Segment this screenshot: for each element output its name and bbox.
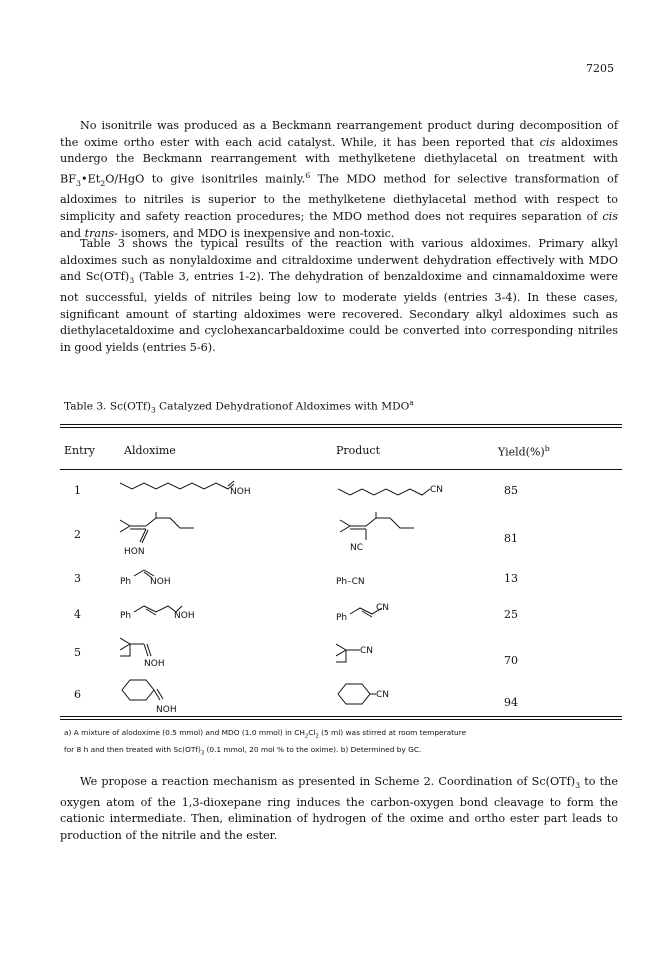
header-product: Product — [336, 444, 380, 457]
nc-label: NC — [350, 543, 364, 553]
page-number: 7205 — [586, 62, 614, 75]
benzonitrile-structure — [336, 566, 416, 590]
yield-value: 81 — [504, 532, 518, 545]
entry-number: 2 — [74, 528, 81, 541]
paragraph-3: We propose a reaction mechanism as presented in Scheme 2. Coordination of $Sc(OTf)_3$ to the oxygen atom of the 1,3-dioxepane ring induces the carbon-oxygen bond cleavage to form the cationic intermediate. Then, elimination of hydrogen of the oxime and ortho ester part leads to production of the nitrile and the ester. — [60, 775, 619, 843]
noh-label: NOH — [174, 611, 195, 621]
citraldoxime-structure — [110, 510, 210, 560]
cn-label: CN — [430, 485, 444, 495]
cn-label: CN — [360, 646, 374, 656]
entry-number: 6 — [74, 688, 81, 701]
cinnamonitrile-structure — [336, 600, 436, 624]
table-caption: Table 3. $Sc(OTf)_3$ Catalyzed Dehydrationof Aldoximes with MDO$^a$ — [64, 398, 414, 415]
noh-label: NOH — [150, 577, 171, 587]
ph-label: Ph — [120, 577, 132, 587]
entry-number: 1 — [74, 484, 81, 497]
header-entry: Entry — [64, 444, 96, 457]
paragraph-2: Table 3 shows the typical results of the reaction with various aldoximes. Primary alkyl aldoximes such as nonylaldoxime and citraldoxime underwent dehydration effectively with MDO and $Sc(OTf)_3$ (Table 3, entries 1-2). The dehydration of benzaldoxime and cinnamaldoxime were not successful, yields of nitriles being low to moderate yields (entries 3-4). In these cases, significant amount of starting aldoximes were recovered. Secondary alkyl aldoximes such as diethylacetaldoxime and cyclohexancarbaldoxime could be converted into corresponding nitriles in good yields (entries 5-6). — [60, 237, 618, 354]
yield-value: 70 — [504, 654, 518, 667]
yield-value: 25 — [504, 608, 518, 621]
cyclohexanecarbonitrile-structure — [336, 682, 416, 710]
ph-label: Ph — [336, 613, 348, 623]
header-yield: Yield(%)$^b$ — [498, 444, 550, 459]
diethylacetonitrile-structure — [336, 640, 416, 668]
ph-label: Ph — [120, 611, 132, 621]
entry-number: 3 — [74, 572, 81, 585]
table-footnote: a) A mixture of alodoxime (0.5 mmol) and MDO (1.0 mmol) in $CH_2Cl_2$ (5 ml) was stirred at room temperature for 8 h and then treated with $Sc(OTf)_3$ (0.1 mmol, 20 mol % to the oxime). b) Determined by GC. — [64, 728, 467, 757]
cinnamaldoxime-structure — [120, 600, 220, 624]
header-aldoxime: Aldoxime — [124, 444, 176, 457]
noh-label: NOH — [230, 487, 251, 497]
nonylaldoxime-structure — [120, 475, 260, 503]
paragraph-1: No isonitrile was produced as a Beckmann rearrangement product during decomposition of the oxime ortho ester with each acid catalyst. While, it has been reported that cis aldoximes undergo the Beckmann rearrangement with methylketene diethylacetal on treatment with $BF_3•Et_2O$/HgO to give isonitriles mainly.$^6$ The MDO method for selective transformation of aldoximes to nitriles is superior to the methylketene diethylacetal method with respect to simplicity and safety reaction procedures; the MDO method does not requires separation of cis and trans- isomers, and MDO is inexpensive and non-toxic. — [60, 119, 618, 240]
entry-number: 4 — [74, 608, 81, 621]
yield-value: 85 — [504, 484, 518, 497]
yield-value: 94 — [504, 696, 518, 709]
table-header-rule — [60, 469, 622, 470]
diethylacetaldoxime-structure — [120, 636, 200, 672]
cyclohexanecarbaldoxime-structure — [120, 678, 200, 714]
yield-value: 13 — [504, 572, 518, 585]
hon-label: HON — [124, 547, 145, 557]
table-top-rule — [60, 424, 622, 425]
table-bottom-rule-2 — [60, 719, 622, 720]
entry-number: 5 — [74, 646, 81, 659]
nonanenitrile-structure — [338, 475, 458, 503]
citral-nitrile-structure — [330, 510, 430, 560]
table-top-rule-2 — [60, 427, 622, 428]
noh-label: NOH — [144, 659, 165, 669]
table-bottom-rule — [60, 716, 622, 717]
cn-label: CN — [376, 690, 390, 700]
noh-label: NOH — [156, 705, 177, 714]
ph-cn-label: Ph–CN — [336, 577, 365, 587]
cn-label: CN — [376, 603, 390, 613]
benzaldoxime-structure — [120, 566, 200, 590]
